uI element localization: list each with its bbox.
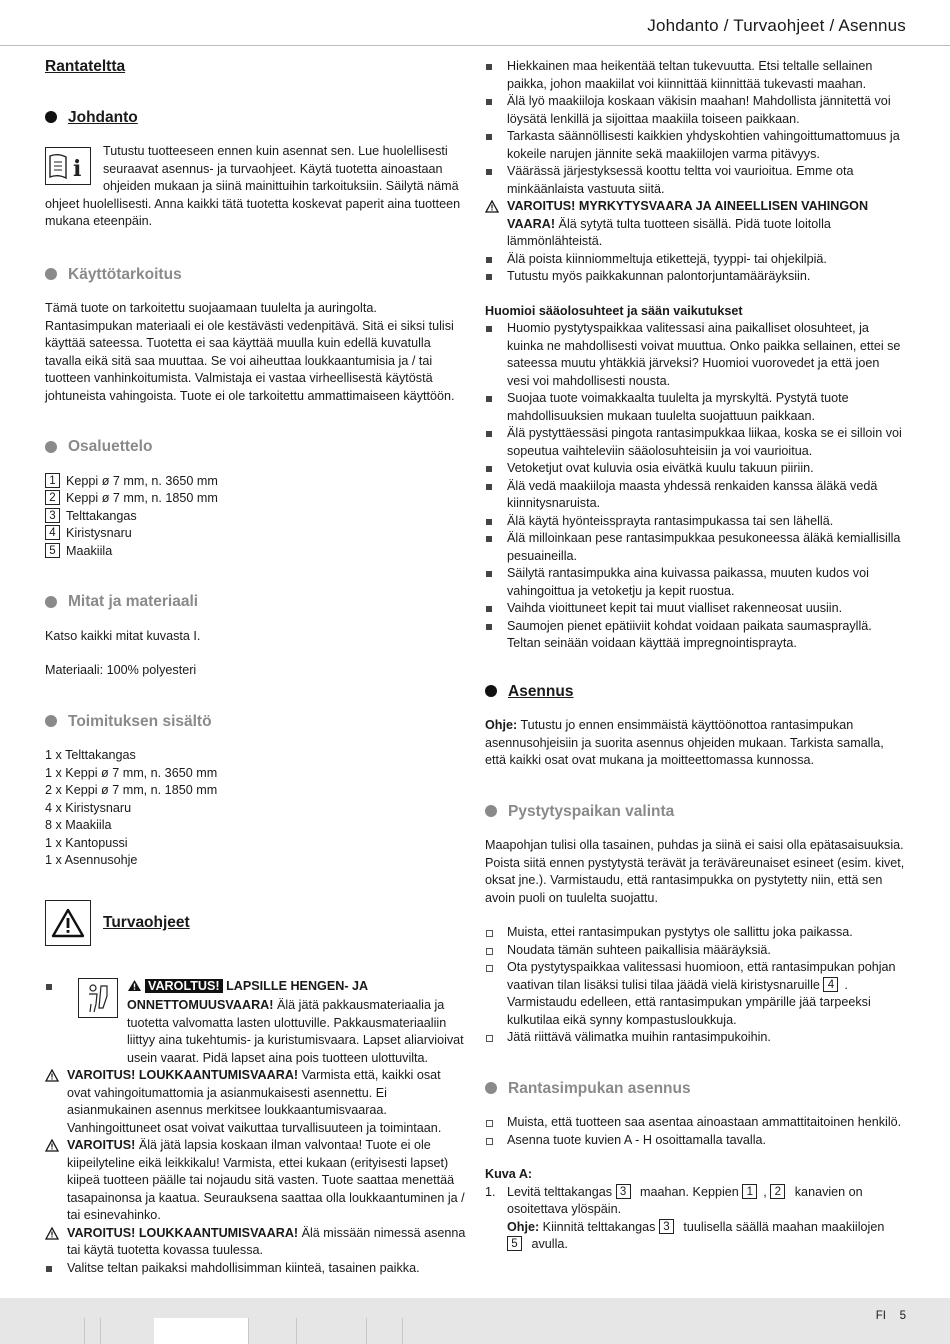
section-heading-use: Käyttötarkoitus bbox=[45, 266, 467, 284]
warning-triangle-icon bbox=[45, 1069, 59, 1088]
safety-bullet: Älä lyö maakiiloja koskaan väkisin maahan! Mahdollista jännitettä voi löysätä lenkillä ja sijoittaa maakiila toiseen paikkaan. bbox=[485, 93, 905, 128]
weather-bullet: Älä käytä hyönteissprayta rantasimpukassa tai sen lähellä. bbox=[485, 513, 905, 531]
safety-bullet: Väärässä järjestyksessä koottu teltta voi vaurioitua. Emme ota minkäänlaista vastuuta siitä. bbox=[485, 163, 905, 198]
safety-bullet: Tarkasta säännöllisesti kaikkien yhdyskohtien vahingoittumattomuus ja kokeile narujen jännite sekä maakiilojen varma pitävyys. bbox=[485, 128, 905, 163]
install-step-1: 1. Levitä telttakangas 3 maahan. Keppien 1 , 2 kanavien on osoitettava ylöspäin. Ohje: Kiinnitä telttakangas 3 tuulisella säällä maahan maakiilojen 5 avulla. bbox=[485, 1184, 885, 1251]
delivery-item: 1 x Kantopussi bbox=[45, 835, 128, 850]
bullet-dot-icon bbox=[45, 715, 57, 727]
weather-bullet: Vetoketjut ovat kuluvia osia eivätkä kuulu takuun piiriin. bbox=[485, 460, 905, 478]
manual-info-icon bbox=[45, 147, 91, 185]
bullet-dot-icon bbox=[45, 596, 57, 608]
parts-list-item bbox=[45, 473, 467, 491]
site-check-1: Muista, ettei rantasimpukan pystytys ole sallittu joka paikassa. bbox=[485, 924, 905, 942]
bullet-dot-icon bbox=[485, 805, 497, 817]
parts-list-item bbox=[45, 525, 467, 543]
warning-triangle-icon bbox=[45, 900, 91, 946]
safety-warning: VAROITUS! LOUKKAANTUMISVAARA! Älä missään nimessä asenna tai käytä tuotetta kovassa tuulessa. bbox=[45, 1225, 467, 1260]
section-heading-delivery: Toimituksen sisältö bbox=[45, 713, 467, 731]
bullet-dot-icon bbox=[45, 111, 57, 123]
safety-warning: VAROITUS! LOUKKAANTUMISVAARA! Varmista että, kaikki osat ovat vahingoitumattomia ja asianmukaisesti asennettu. Ei asianmukainen asennus merkitsee loukkaantumisvaaraa. Vanhingoittuneet osat voivat vaikuttaa turvallisuuteen ja toimintaan. bbox=[45, 1067, 467, 1137]
footer-language: FI bbox=[875, 1310, 886, 1322]
delivery-item: 1 x Asennusohje bbox=[45, 853, 138, 867]
weather-bullet: Huomio pystytyspaikkaa valitessasi aina paikalliset olosuhteet, ja kuinka ne mahdollisesti voivat muuttua. Onko paikka sellainen, ettei se sateessa muutu yhtäkkiä järveksi? Huomioi vuorovedet ja että joen vesi voi mahdollisesti nousta. bbox=[485, 320, 905, 390]
safety-heading: Turvaohjeet bbox=[45, 900, 467, 946]
part-label: Maakiila bbox=[66, 543, 113, 558]
page-footer bbox=[0, 1298, 950, 1344]
part-number: 4 bbox=[45, 525, 60, 540]
part-label: Telttakangas bbox=[66, 508, 137, 523]
delivery-list bbox=[45, 747, 467, 870]
parts-list-item bbox=[45, 543, 467, 561]
weather-bullet: Älä vedä maakiiloja maasta yhdessä renkaiden kanssa äläkä vedä kiinnitysnaruista. bbox=[485, 478, 905, 513]
site-check-2: Noudata tämän suhteen paikallisia määräyksiä. bbox=[485, 942, 905, 960]
use-text: Tämä tuote on tarkoitettu suojaamaan tuulelta ja auringolta. Rantasimpukan materiaali ei ole kestävästi vedenpitävä. Sitä ei siksi tulisi käyttää sateessa. Tuotetta ei saa käyttää muulla kuin edellä kuvatulla tavalla eikä sitä saa muuttaa. Se voi aiheuttaa loukkaantumisia ja / tai tuotteen vanhinkoitumista. Valmistaja ei vastaa virheellisestä käytöstä johtuneista vahingoista. Tuote ei ole tarkoitettu ammattimaiseen käyttöön. bbox=[45, 301, 455, 403]
warning-triangle-icon bbox=[485, 200, 499, 219]
weather-bullet: Suojaa tuote voimakkaalta tuulelta ja myrskyltä. Pystytä tuote mahdollisuuksien mukaan tuulelta suojattuun paikkaan. bbox=[485, 390, 905, 425]
site-text: Maapohjan tulisi olla tasainen, puhdas ja siinä ei saisi olla epätasaisuuksia. Poista siitä ennen pystytystä terävät ja teräväreunaiset esineet (esim. kivet, oksat jne.). Varmistaudu, että rantasimpukka on pystytetty niin, että sen avoin puoli on tuulelta suojattu. bbox=[485, 838, 905, 905]
weather-bullet: Vaihda vioittuneet kepit tai muut vialliset rakenneosat uusiin. bbox=[485, 600, 905, 618]
delivery-item: 8 x Maakiila bbox=[45, 818, 112, 832]
part-label: Kiristysnaru bbox=[66, 526, 132, 540]
part-number: 1 bbox=[45, 473, 60, 488]
section-heading-parts: Osaluettelo bbox=[45, 438, 467, 456]
dimensions-text: Katso kaikki mitat kuvasta I. bbox=[45, 628, 201, 643]
footer-page-number: 5 bbox=[899, 1310, 906, 1322]
part-number: 3 bbox=[45, 508, 60, 523]
bullet-dot-icon bbox=[485, 685, 497, 697]
document-title: Rantateltta bbox=[45, 58, 126, 75]
child-danger-icon bbox=[78, 978, 118, 1018]
section-heading-install: Rantasimpukan asennus bbox=[485, 1080, 905, 1098]
section-heading-assembly: Asennus bbox=[485, 683, 905, 701]
parts-list-item bbox=[45, 508, 467, 526]
header-title: Johdanto / Turvaohjeet / Asennus bbox=[647, 16, 906, 35]
section-heading-dimensions: Mitat ja materiaali bbox=[45, 593, 467, 611]
site-check-4: Jätä riittävä välimatka muihin rantasimpukoihin. bbox=[485, 1029, 905, 1047]
child-warning bbox=[45, 978, 467, 1068]
part-number: 2 bbox=[45, 490, 60, 505]
material-text: Materiaali: 100% polyesteri bbox=[45, 663, 197, 677]
assembly-note: Ohje: Tutustu jo ennen ensimmäistä käyttöönottoa rantasimpukan asennusohjeisiin ja suorita asennus ohjeiden mukaan. Tarkista samalla, että kaikki osat ovat mukana ja moitteettomassa kunnossa. bbox=[485, 718, 884, 767]
part-number: 5 bbox=[45, 543, 60, 558]
weather-bullet: Saumojen pienet epätiiviit kohdat voidaan paikata saumasprayllä. Teltan seinään voidaan käyttää impregnointisprayta. bbox=[485, 618, 905, 653]
part-label: Keppi ø 7 mm, n. 3650 mm bbox=[66, 473, 218, 488]
child-warning-text: VAROLTUS! LAPSILLE HENGEN- JA ONNETTOMUUSVAARA! Älä jätä pakkausmateriaalia ja tuotetta valvomatta lasten ulottuville. Pakkausmateriaaliin liittyy aina tukehtumis- ja kuristumisvaara. Lapset aliarvioivat usein vaarat. Pidä lapset aina pois tuotteen ulottuvilta. bbox=[127, 978, 464, 1065]
site-check-3: Ota pystytyspaikkaa valitessasi huomioon, että rantasimpukan pohjan vaativan tilan lisäksi tulisi tilaa jäädä vielä kiristysnaruille 4 . Varmistaudu edelleen, että rantasimpukan ympärille jää tarpeeksi kulkutilaa eikä synny kompastusloukkuja. bbox=[485, 959, 905, 1029]
part-label: Keppi ø 7 mm, n. 1850 mm bbox=[66, 491, 218, 505]
bullet-dot-icon bbox=[45, 268, 57, 280]
parts-list-item bbox=[45, 490, 467, 508]
safety-bullet: Hiekkainen maa heikentää teltan tukevuutta. Etsi teltalle sellainen paikka, johon maakiilat voi kiinnittää kiinnittää tukevasti maahan. bbox=[485, 58, 905, 93]
right-column bbox=[485, 58, 905, 1254]
left-column bbox=[45, 58, 467, 1277]
fire-warning: VAROITUS! MYRKYTYSVAARA JA AINEELLISEN VAHINGON VAARA! Älä sytytä tulta tuotteen sisällä. Pidä tuote loitolla lämmönlähteistä. bbox=[485, 198, 905, 251]
safety-bullet: Valitse teltan paikaksi mahdollisimman kiinteä, tasainen paikka. bbox=[45, 1260, 467, 1278]
safety-bullet: Tutustu myös paikkakunnan palontorjuntamääräyksiin. bbox=[485, 268, 905, 286]
svg-text:i: i bbox=[73, 156, 82, 182]
section-heading-site: Pystytyspaikan valinta bbox=[485, 803, 905, 821]
weather-bullet: Säilytä rantasimpukka aina kuivassa paikassa, muuten kudos voi vahingoittua ja vetoketju ja kepit ruostua. bbox=[485, 565, 905, 600]
warning-triangle-icon bbox=[45, 1139, 59, 1158]
weather-bullet: Älä milloinkaan pese rantasimpukkaa pesukoneessa äläkä kemiallisilla pesuaineilla. bbox=[485, 530, 905, 565]
bullet-dot-icon bbox=[45, 441, 57, 453]
intro-block bbox=[45, 143, 467, 231]
intro-text: Tutustu tuotteeseen ennen kuin asennat sen. Lue huolellisesti seuraavat asennus- ja turvaohjeet. Käytä tuotetta ainoastaan ohjeiden mukaan ja siinä mainittuihin tarkoituksiin. Säilytä nämä ohjeet huolellisesti. Anna kaikki tätä tuotetta koskevat paperit aina tuotteen mukana eteenpäin. bbox=[45, 144, 461, 228]
install-check-2: Asenna tuote kuvien A - H osoittamalla tavalla. bbox=[485, 1132, 905, 1150]
delivery-item: 2 x Keppi ø 7 mm, n. 1850 mm bbox=[45, 783, 218, 797]
weather-bullet: Älä pystyttäessäsi pingota rantasimpukkaa liikaa, koska se ei silloin voi sopeutua vaihteleviin sääolosuhteisiin ja voi vaurioitua. bbox=[485, 425, 905, 460]
warning-small-icon bbox=[127, 979, 142, 998]
weather-heading: Huomioi sääolosuhteet ja sään vaikutukset bbox=[485, 303, 743, 318]
warning-triangle-icon bbox=[45, 1227, 59, 1246]
install-check-1: Muista, että tuotteen saa asentaa ainoastaan ammattitaitoinen henkilö. bbox=[485, 1114, 905, 1132]
section-heading-intro: Johdanto bbox=[45, 109, 467, 127]
safety-warning: VAROITUS! Älä jätä lapsia koskaan ilman valvontaa! Tuote ei ole kiipeilyteline eikä leikkikalu! Varmista, ettei kukaan (erityisesti lapset) kiipeä tuotteen päälle tai nojaudu sitä vasten. Tuote saattaa menettää tasapainonsa ja kaatua. Seurauksena saattaa olla loukkaantuminen ja / tai esinevahinko. bbox=[45, 1137, 467, 1225]
safety-bullet: Älä poista kiinniommeltuja etikettejä, tyyppi- tai ohjekilpiä. bbox=[485, 251, 905, 269]
page-header bbox=[0, 0, 950, 46]
parts-list bbox=[45, 473, 467, 561]
delivery-item: 1 x Telttakangas bbox=[45, 748, 136, 762]
figure-a-label: Kuva A: bbox=[485, 1167, 533, 1181]
delivery-item: 4 x Kiristysnaru bbox=[45, 800, 132, 815]
bullet-dot-icon bbox=[485, 1082, 497, 1094]
delivery-item: 1 x Keppi ø 7 mm, n. 3650 mm bbox=[45, 765, 218, 780]
